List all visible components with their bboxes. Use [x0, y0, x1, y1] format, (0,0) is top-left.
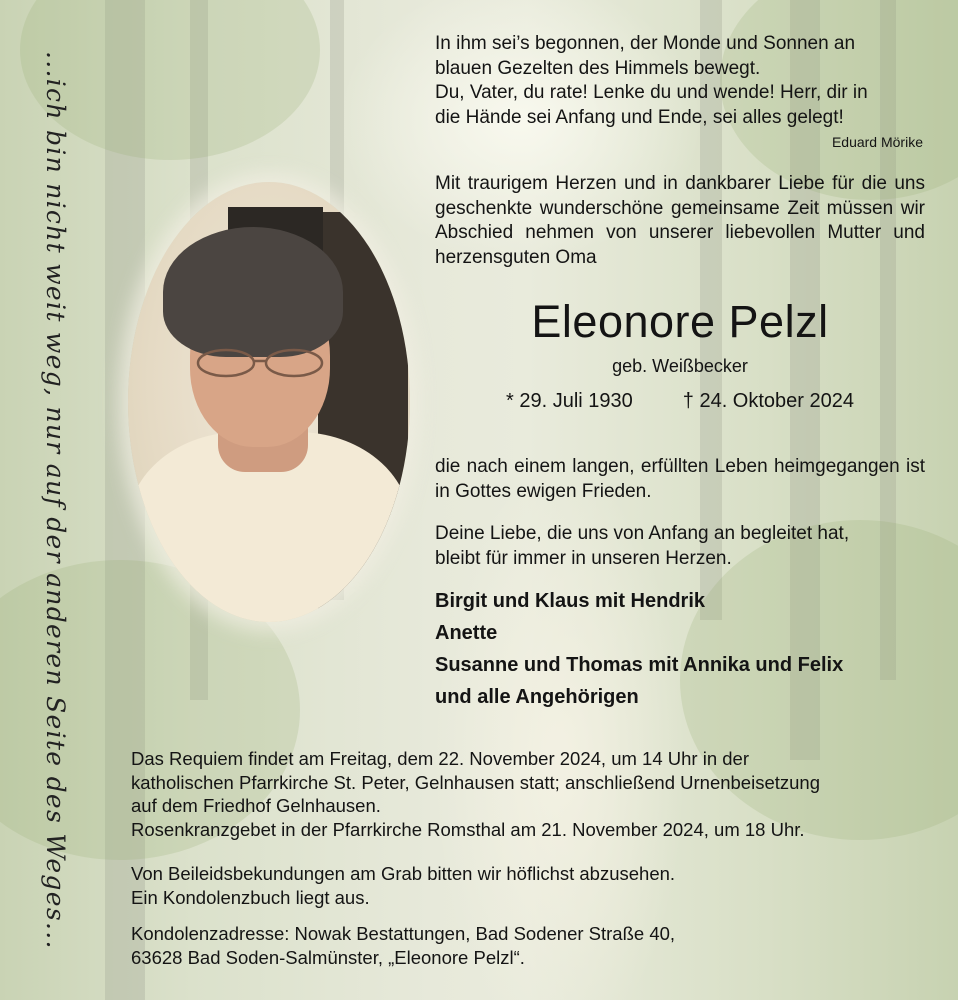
side-quote: ...ich bin nicht weit weg, nur auf der anderen Seite des Weges...	[41, 50, 70, 950]
rosary-line: Rosenkranzgebet in der Pfarrkirche Romsthal am 21. November 2024, um 18 Uhr.	[131, 818, 805, 840]
love-line: bleibt für immer in unseren Herzen.	[435, 547, 732, 569]
address-line: Kondolenzadresse: Nowak Bestattungen, Bad Sodener Straße 40,	[131, 923, 676, 944]
birth-date: * 29. Juli 1930	[506, 390, 633, 412]
love-text	[435, 522, 925, 571]
death-date: † 24. Oktober 2024	[682, 390, 854, 412]
portrait-photo	[128, 182, 410, 622]
address-line: 63628 Bad Soden-Salmünster, „Eleonore Pelzl“.	[131, 946, 525, 968]
photo-hair	[163, 227, 343, 357]
verse-line: In ihm sei’s begonnen, der Monde und Sonnen an	[435, 33, 856, 54]
requiem-line: Das Requiem findet am Freitag, dem 22. November 2024, um 14 Uhr in der	[131, 748, 749, 769]
verse	[435, 32, 925, 130]
requiem-line: auf dem Friedhof Gelnhausen.	[131, 795, 381, 816]
mourner: und alle Angehörigen	[435, 686, 639, 708]
verse-author: Eduard Mörike	[831, 134, 923, 150]
passed-text: die nach einem langen, erfüllten Leben heimgegangen ist in Gottes ewigen Frieden.	[435, 456, 925, 502]
requiem-line: katholischen Pfarrkirche St. Peter, Gelnhausen statt; anschließend Urnenbeisetzung	[131, 771, 820, 793]
requiem-info	[131, 747, 926, 841]
mourners-list	[435, 585, 935, 713]
condolence-address	[131, 922, 926, 969]
verse-line: die Hände sei Anfang und Ende, sei alles gelegt!	[435, 106, 844, 128]
condolence-line: Ein Kondolenzbuch liegt aus.	[131, 886, 370, 908]
verse-line: Du, Vater, du rate! Lenke du und wende! Herr, dir in	[435, 82, 868, 103]
mourner: Birgit und Klaus mit Hendrik	[435, 590, 706, 612]
mourner: Susanne und Thomas mit Annika und Felix	[435, 654, 844, 676]
life-dates	[435, 390, 925, 413]
birth-name: geb. Weißbecker	[612, 356, 748, 376]
mourner: Anette	[435, 622, 498, 644]
glasses-icon	[194, 347, 326, 379]
intro-text: Mit traurigem Herzen und in dankbarer Liebe für die uns geschenkte wunderschöne gemeinsame Zeit müssen wir Abschied nehmen von unserer liebevollen Mutter und herzensguten Oma	[435, 173, 925, 268]
verse-line: blauen Gezelten des Himmels bewegt.	[435, 57, 761, 79]
condolence-note	[131, 862, 926, 909]
condolence-line: Von Beileidsbekundungen am Grab bitten wir höflichst abzusehen.	[131, 863, 676, 884]
deceased-name: Eleonore Pelzl	[531, 296, 829, 347]
love-line: Deine Liebe, die uns von Anfang an begleitet hat,	[435, 523, 850, 544]
